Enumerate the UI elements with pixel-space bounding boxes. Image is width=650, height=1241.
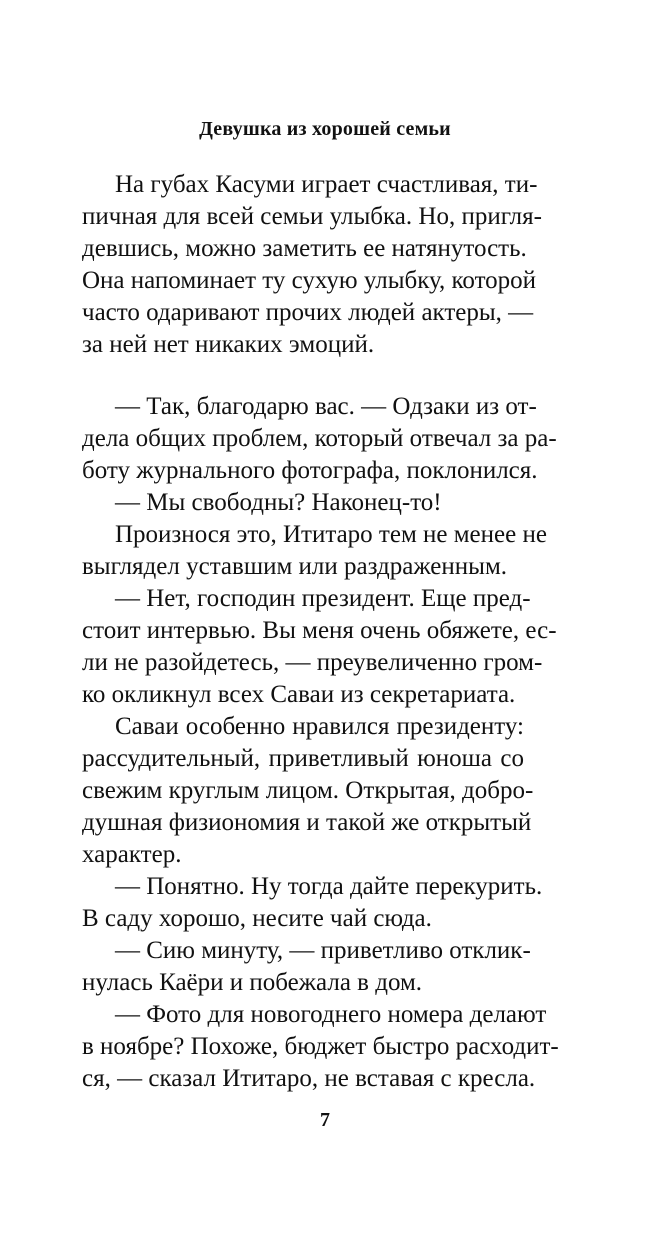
text-line: — Фото для новогоднего номера делают [115, 1001, 547, 1028]
text-line: дела общих проблем, который отвечал за ра- [82, 425, 557, 452]
text-line: рассудительный, приветливый юноша со [82, 745, 524, 772]
text-line: — Сию минуту, — приветливо отклик- [115, 937, 531, 964]
text-line: за ней нет никаких эмоций. [82, 331, 375, 358]
text-line: характер. [82, 841, 182, 868]
text-line: выглядел уставшим или раздраженным. [82, 553, 508, 580]
text-line: душная физиономия и такой же открытый [82, 809, 532, 836]
text-line: свежим круглым лицом. Открытая, добро- [82, 777, 534, 804]
text-line: девшись, можно заметить ее натянутость. [82, 235, 527, 262]
text-line: нулась Каёри и побежала в дом. [82, 969, 423, 996]
text-line: — Так, благодарю вас. — Одзаки из от- [115, 393, 537, 420]
running-head: Девушка из хорошей семьи [199, 118, 451, 140]
text-line: На губах Касуми играет счастливая, ти- [115, 171, 538, 198]
text-line: стоит интервью. Вы меня очень обяжете, ес- [82, 617, 557, 644]
text-line: Саваи особенно нравился президенту: [115, 713, 524, 740]
text-line: в ноябре? Похоже, бюджет быстро расходит- [82, 1033, 559, 1060]
text-line: Она напоминает ту сухую улыбку, которой [82, 267, 537, 294]
text-line: — Понятно. Ну тогда дайте перекурить. [115, 873, 543, 900]
text-line: ко окликнул всех Саваи из секретариата. [82, 681, 516, 708]
text-line: пичная для всей семьи улыбка. Но, пригля- [82, 203, 542, 230]
text-line: боту журнального фотографа, поклонился. [82, 457, 538, 484]
text-line: ли не разойдетесь, — преувеличенно гром- [82, 649, 543, 676]
text-line: — Нет, господин президент. Еще пред- [115, 585, 531, 612]
text-line: ся, — сказал Ититаро, не вставая с кресла. [82, 1065, 536, 1092]
text-line: В саду хорошо, несите чай сюда. [82, 905, 432, 932]
text-line: — Мы свободны? Наконец-то! [115, 489, 442, 516]
text-line: часто одаривают прочих людей актеры, — [82, 299, 534, 326]
text-line: Произнося это, Ититаро тем не менее не [115, 521, 547, 548]
page-number: 7 [320, 1109, 330, 1131]
